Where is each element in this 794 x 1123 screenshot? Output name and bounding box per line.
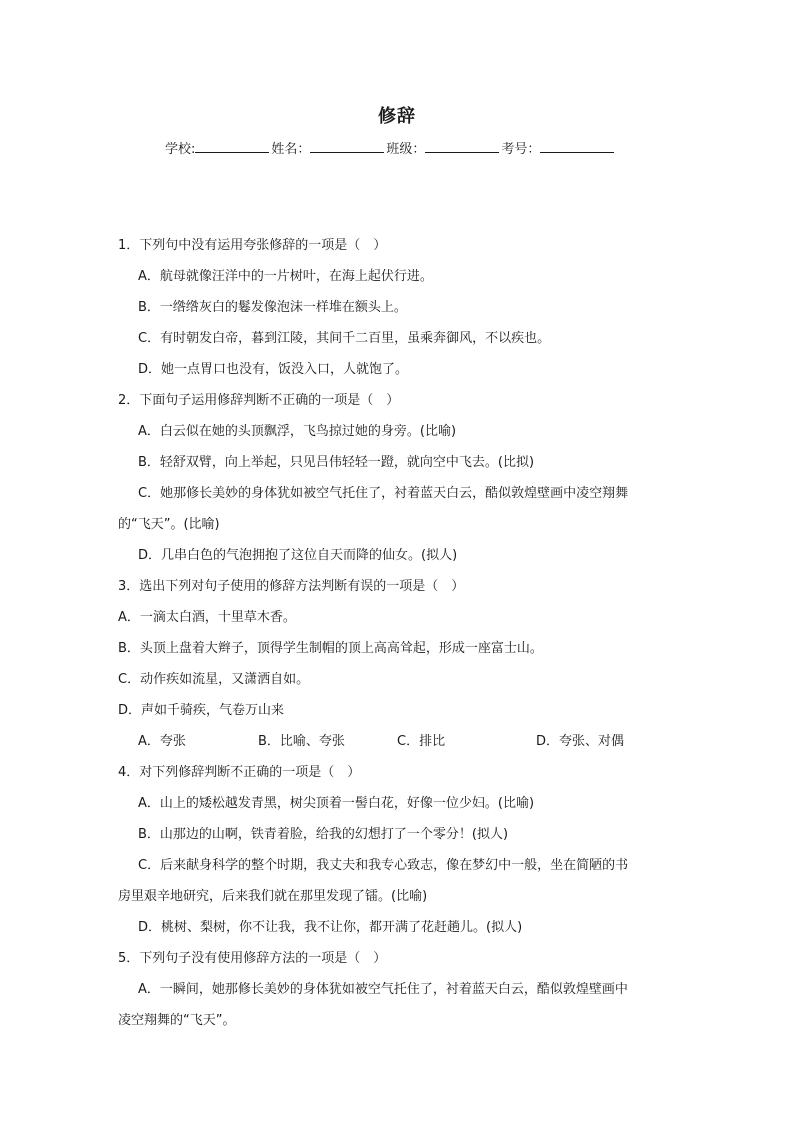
- question-3-stem: 3．选出下列对句子使用的修辞方法判断有误的一项是（ ）: [118, 579, 465, 594]
- question-4-option-c-line2: 房里艰辛地研究，后来我们就在那里发现了镭。(比喻): [118, 889, 428, 904]
- question-3-choice-b[interactable]: B．比喻、夸张: [258, 734, 345, 749]
- question-1-option-b[interactable]: B．一绺绺灰白的鬈发像泡沫一样堆在额头上。: [138, 300, 407, 315]
- question-3-choice-c[interactable]: C．排比: [397, 734, 446, 749]
- school-label: 学校:: [165, 142, 196, 157]
- question-3-sentence-c: C．动作疾如流星，又潇洒自如。: [118, 672, 310, 687]
- class-blank[interactable]: [425, 138, 499, 153]
- question-3-sentence-b: B．头顶上盘着大辫子，顶得学生制帽的顶上高高耸起，形成一座富士山。: [118, 641, 543, 656]
- question-2-stem: 2．下面句子运用修辞判断不正确的一项是（ ）: [118, 393, 400, 408]
- question-5-option-a-line1[interactable]: A．一瞬间，她那修长美妙的身体犹如被空气托住了，衬着蓝天白云，酷似敦煌壁画中: [138, 982, 628, 997]
- question-3-sentence-a: A．一滴太白酒，十里草木香。: [118, 610, 296, 625]
- question-2-option-b[interactable]: B．轻舒双臂，向上举起，只见吕伟轻轻一蹬，就向空中飞去。(比拟): [138, 455, 535, 470]
- name-blank[interactable]: [310, 138, 384, 153]
- question-4-option-a[interactable]: A．山上的矮松越发青黑，树尖顶着一髻白花，好像一位少妇。(比喻): [138, 796, 535, 811]
- question-3-sentence-d: D．声如千骑疾，气卷万山来: [118, 703, 285, 718]
- question-3-choice-d[interactable]: D．夸张、对偶: [536, 734, 625, 749]
- class-label: 班级：: [386, 142, 426, 157]
- question-2-option-d[interactable]: D．几串白色的气泡拥抱了这位自天而降的仙女。(拟人): [138, 548, 458, 563]
- question-2-option-c-line1[interactable]: C．她那修长美妙的身体犹如被空气托住了，衬着蓝天白云，酷似敦煌壁画中凌空翔舞: [138, 486, 629, 501]
- question-4-stem: 4．对下列修辞判断不正确的一项是（ ）: [118, 765, 361, 780]
- exam-no-label: 考号：: [501, 142, 541, 157]
- name-label: 姓名：: [271, 142, 311, 157]
- question-1-stem: 1．下列句中没有运用夸张修辞的一项是（ ）: [118, 238, 387, 253]
- question-5-stem: 5．下列句子没有使用修辞方法的一项是（ ）: [118, 951, 387, 966]
- question-1-option-a[interactable]: A．航母就像汪洋中的一片树叶，在海上起伏行进。: [138, 269, 433, 284]
- question-5-option-a-line2: 凌空翔舞的“飞天”。: [118, 1013, 236, 1028]
- question-4-option-c-line1[interactable]: C．后来献身科学的整个时期，我丈夫和我专心致志，像在梦幻中一般，坐在简陋的书: [138, 858, 629, 873]
- question-4-option-b[interactable]: B．山那边的山啊，铁青着脸，给我的幻想打了一个零分！(拟人): [138, 827, 509, 842]
- question-2-option-c-line2: 的“飞天”。(比喻): [118, 517, 220, 532]
- question-4-option-d[interactable]: D．桃树、梨树，你不让我，我不让你，都开满了花赶趟儿。(拟人): [138, 920, 523, 935]
- question-3-choices: [118, 726, 678, 757]
- exam-no-blank[interactable]: [540, 138, 614, 153]
- page-title: 修辞: [378, 106, 416, 127]
- question-1-option-c[interactable]: C．有时朝发白帝，暮到江陵，其间千二百里，虽乘奔御风，不以疾也。: [138, 331, 551, 346]
- school-blank[interactable]: [195, 138, 269, 153]
- question-3-choice-a[interactable]: A．夸张: [138, 734, 186, 749]
- question-list: [118, 230, 678, 1036]
- question-2-option-a[interactable]: A．白云似在她的头顶飘浮，飞鸟掠过她的身旁。(比喻): [138, 424, 457, 439]
- student-info-row: [165, 138, 616, 160]
- question-1-option-d[interactable]: D．她一点胃口也没有，饭没入口，人就饱了。: [138, 362, 409, 377]
